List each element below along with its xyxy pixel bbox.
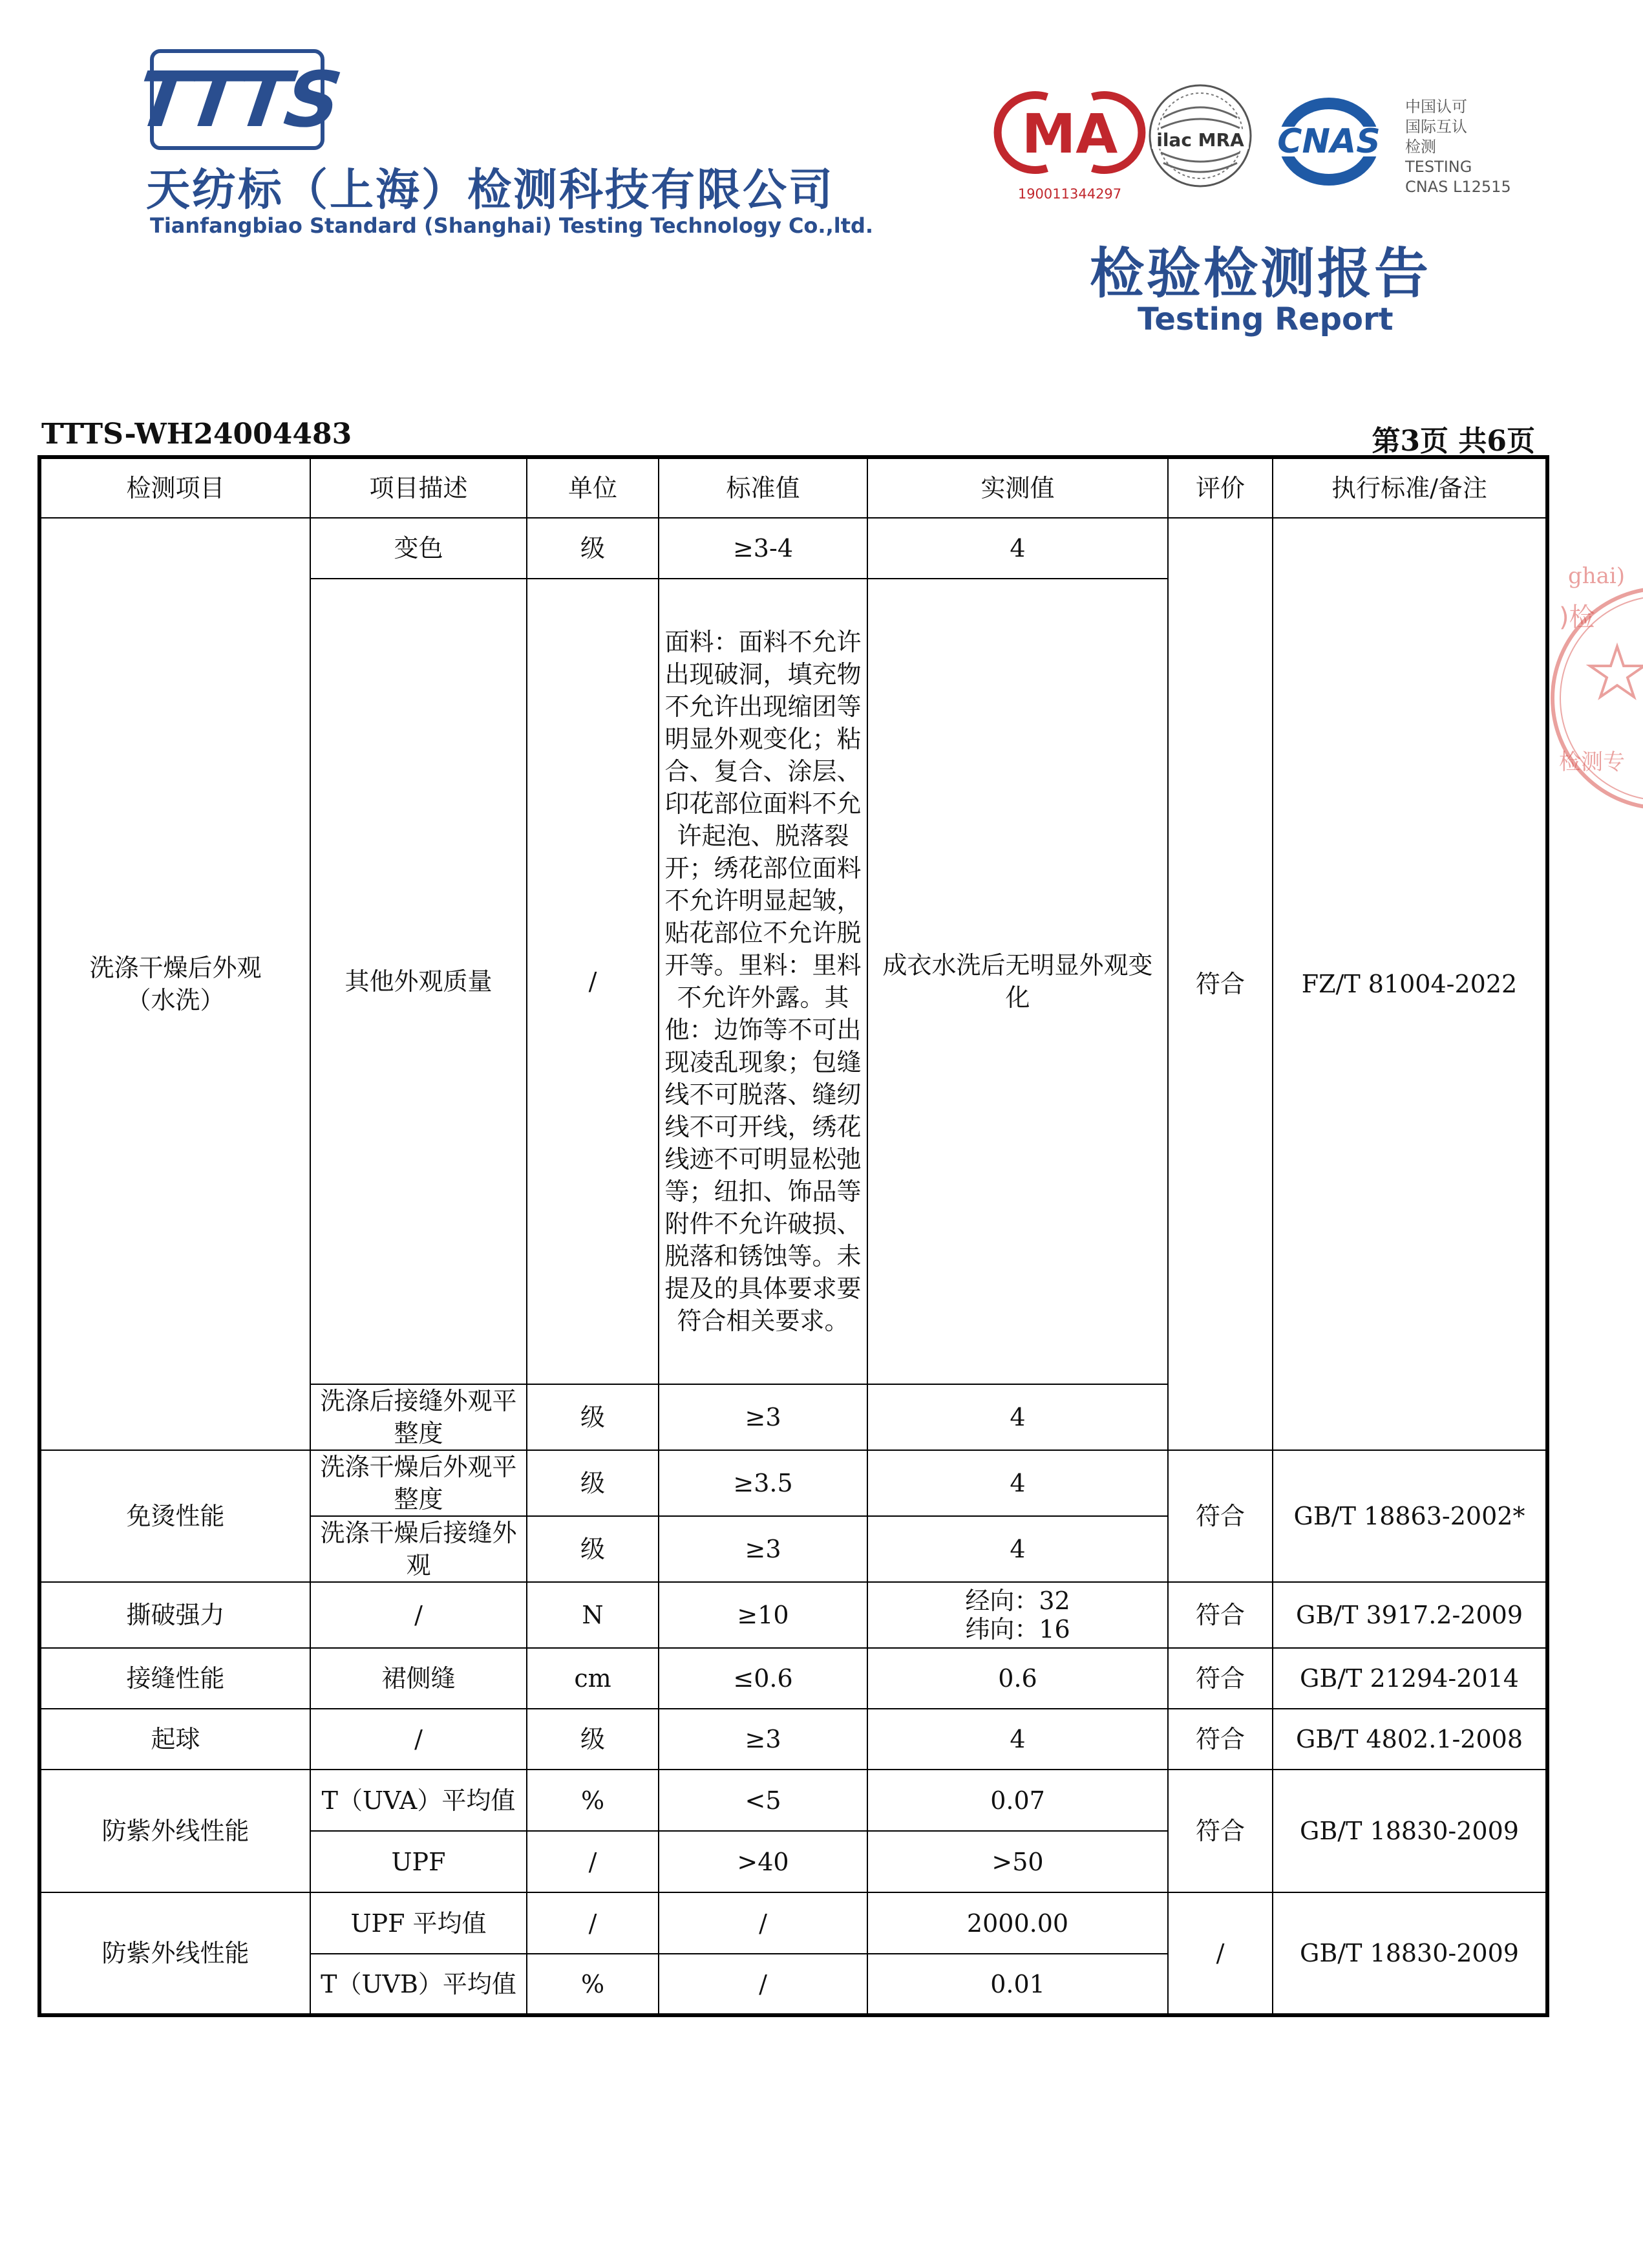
test-item-cell: 接缝性能	[39, 1648, 310, 1709]
header-cell: 单位	[527, 457, 659, 518]
test-item-cell: 起球	[39, 1709, 310, 1770]
description-cell: UPF	[310, 1831, 527, 1892]
cnas-line-5: CNAS L12515	[1405, 178, 1511, 196]
header-cell: 评价	[1168, 457, 1273, 518]
description-cell: T（UVA）平均值	[310, 1770, 527, 1831]
standard-value-cell: >40	[659, 1831, 867, 1892]
cnas-line-4: TESTING	[1405, 158, 1472, 176]
description-cell: UPF 平均值	[310, 1892, 527, 1954]
cnas-logo-icon	[1264, 93, 1394, 190]
measured-value-cell: 0.01	[867, 1954, 1168, 2015]
measured-value-cell	[867, 1582, 1168, 1648]
result-cell: 符合	[1168, 1582, 1273, 1648]
header-cell: 项目描述	[310, 457, 527, 518]
unit-cell: 级	[527, 1450, 659, 1516]
standard-value-cell: ≥10	[659, 1582, 867, 1648]
seal-text-3: 检测专	[1559, 749, 1625, 775]
ilac-text: ilac MRA	[1156, 129, 1244, 151]
test-item-cell: 撕破强力	[39, 1582, 310, 1648]
unit-cell: /	[527, 1831, 659, 1892]
result-cell: 符合	[1168, 518, 1273, 1450]
test-item-cell: 防紫外线性能	[39, 1770, 310, 1892]
company-name-cn: 天纺标（上海）检测科技有限公司	[146, 165, 835, 216]
header-cell: 实测值	[867, 457, 1168, 518]
unit-cell: /	[527, 1892, 659, 1954]
standard-cell: GB/T 18830-2009	[1273, 1892, 1547, 2015]
table-header-row	[39, 457, 1547, 518]
unit-cell: 级	[527, 1516, 659, 1582]
measured-value-cell: >50	[867, 1831, 1168, 1892]
logo-text: TTTS	[131, 55, 343, 144]
measured-value-cell: 成衣水洗后无明显外观变化	[867, 579, 1168, 1384]
company-seal-icon	[1546, 543, 1643, 853]
standard-value-cell: ≤0.6	[659, 1648, 867, 1709]
standard-value-cell: ≥3	[659, 1384, 867, 1450]
standard-cell: FZ/T 81004-2022	[1273, 518, 1547, 1450]
result-cell: 符合	[1168, 1709, 1273, 1770]
measured-value-cell: 0.6	[867, 1648, 1168, 1709]
result-cell: 符合	[1168, 1770, 1273, 1892]
result-cell: /	[1168, 1892, 1273, 2015]
result-cell: 符合	[1168, 1450, 1273, 1582]
table-row	[39, 1450, 1547, 1516]
result-cell: 符合	[1168, 1648, 1273, 1709]
standard-cell: GB/T 3917.2-2009	[1273, 1582, 1547, 1648]
weft-value: 纬向：16	[965, 1615, 1070, 1643]
page-indicator: 第3页 共6页	[1372, 425, 1535, 458]
description-cell: 变色	[310, 518, 527, 579]
table-row	[39, 1648, 1547, 1709]
description-cell: /	[310, 1709, 527, 1770]
cma-number: 190011344297	[1017, 186, 1122, 202]
test-item-cell: 洗涤干燥后外观 （水洗）	[39, 518, 310, 1450]
seal-text-2: )检	[1559, 603, 1595, 632]
certification-logos	[1008, 71, 1532, 213]
ilac-mra-logo-icon	[1145, 71, 1255, 200]
company-name-en: Tianfangbiao Standard (Shanghai) Testing Technology Co.,ltd.	[150, 213, 874, 238]
standard-value-cell: 面料：面料不允许出现破洞，填充物不允许出现缩团等明显外观变化；粘合、复合、涂层、印花部位面料不允许起泡、脱落裂开；绣花部位面料不允许明显起皱，贴花部位不允许脱开等。里料：里料不允许外露。其他：边饰等不可出现凌乱现象；包缝线不可脱落、缝纫线不可开线，绣花线迹不可明显松弛等；纽扣、饰品等附件不允许破损、脱落和锈蚀等。未提及的具体要求要符合相关要求。	[659, 579, 867, 1384]
cnas-text: CNAS	[1277, 122, 1381, 161]
report-number: TTTS-WH24004483	[41, 418, 352, 451]
header-cell: 标准值	[659, 457, 867, 518]
table-row	[39, 1709, 1547, 1770]
cma-logo-icon	[1008, 91, 1131, 175]
header-cell: 执行标准/备注	[1273, 457, 1547, 518]
company-logo	[131, 49, 343, 150]
standard-cell: GB/T 18863-2002*	[1273, 1450, 1547, 1582]
standard-value-cell: <5	[659, 1770, 867, 1831]
standard-cell: GB/T 4802.1-2008	[1273, 1709, 1547, 1770]
standard-value-cell: ≥3.5	[659, 1450, 867, 1516]
table-row	[39, 1582, 1547, 1648]
cnas-accreditation-text	[1405, 97, 1534, 197]
description-cell: 裙侧缝	[310, 1648, 527, 1709]
standard-value-cell: /	[659, 1954, 867, 2015]
ma-text: MA	[1021, 102, 1118, 166]
description-cell: 洗涤后接缝外观平整度	[310, 1384, 527, 1450]
table-row	[39, 518, 1547, 579]
table-row	[39, 1892, 1547, 1954]
cnas-line-1: 中国认可	[1405, 98, 1467, 116]
table-row	[39, 1770, 1547, 1831]
measured-value-cell: 4	[867, 1709, 1168, 1770]
standard-value-cell: ≥3-4	[659, 518, 867, 579]
test-item-cell: 免烫性能	[39, 1450, 310, 1582]
measured-value-cell: 4	[867, 1516, 1168, 1582]
unit-cell: %	[527, 1770, 659, 1831]
header-cell: 检测项目	[39, 457, 310, 518]
unit-cell: 级	[527, 1384, 659, 1450]
measured-value-cell: 4	[867, 518, 1168, 579]
description-cell: 洗涤干燥后接缝外观	[310, 1516, 527, 1582]
description-cell: 其他外观质量	[310, 579, 527, 1384]
measured-value-cell: 0.07	[867, 1770, 1168, 1831]
seal-text: ghai)	[1568, 563, 1626, 589]
standard-value-cell: /	[659, 1892, 867, 1954]
description-cell: 洗涤干燥后外观平整度	[310, 1450, 527, 1516]
standard-cell: GB/T 21294-2014	[1273, 1648, 1547, 1709]
unit-cell: N	[527, 1582, 659, 1648]
standard-cell: GB/T 18830-2009	[1273, 1770, 1547, 1892]
warp-value: 经向：32	[965, 1587, 1070, 1615]
cnas-line-3: 检测	[1405, 138, 1436, 156]
test-results-table	[37, 455, 1549, 2017]
description-cell: /	[310, 1582, 527, 1648]
description-cell: T（UVB）平均值	[310, 1954, 527, 2015]
measured-value-cell: 4	[867, 1384, 1168, 1450]
standard-value-cell: ≥3	[659, 1709, 867, 1770]
unit-cell: 级	[527, 1709, 659, 1770]
unit-cell: cm	[527, 1648, 659, 1709]
unit-cell: 级	[527, 518, 659, 579]
test-item-cell: 防紫外线性能	[39, 1892, 310, 2015]
cnas-line-2: 国际互认	[1405, 118, 1467, 136]
report-title-cn: 检验检测报告	[1090, 242, 1432, 305]
standard-value-cell: ≥3	[659, 1516, 867, 1582]
unit-cell: %	[527, 1954, 659, 2015]
unit-cell: /	[527, 579, 659, 1384]
report-title-en: Testing Report	[1138, 301, 1394, 337]
measured-value-cell: 4	[867, 1450, 1168, 1516]
measured-value-cell: 2000.00	[867, 1892, 1168, 1954]
